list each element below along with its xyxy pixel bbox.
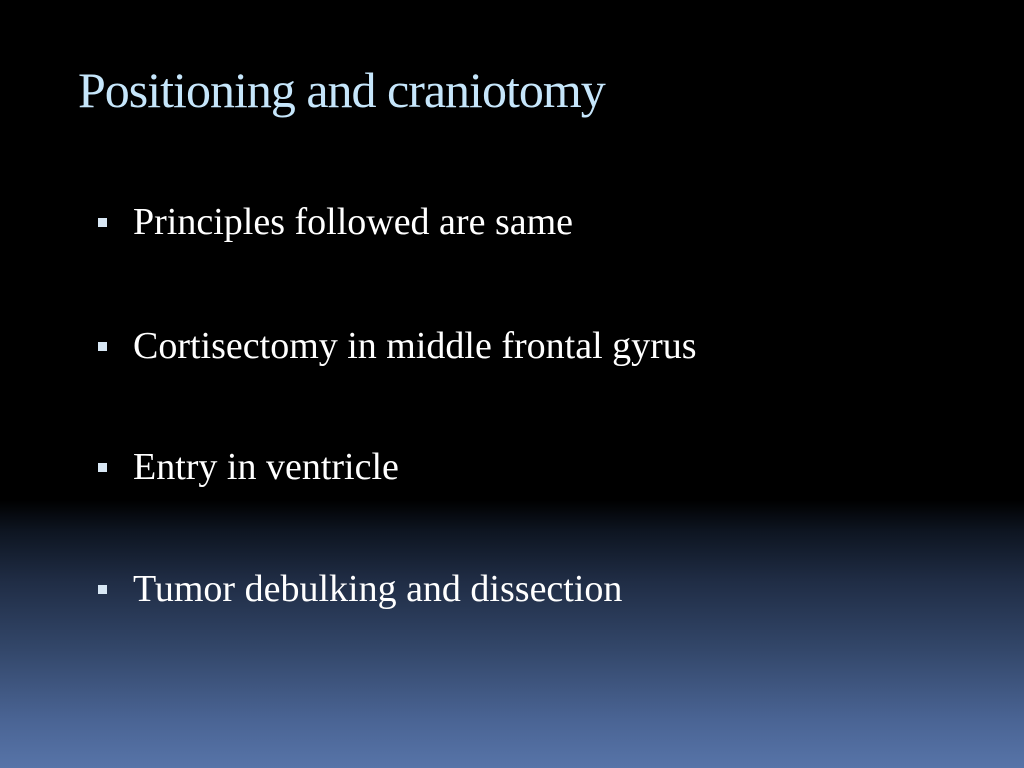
bullet-text: Tumor debulking and dissection <box>133 568 623 610</box>
bullet-text: Entry in ventricle <box>133 446 399 488</box>
square-bullet-icon <box>98 342 107 351</box>
bullet-text: Cortisectomy in middle frontal gyrus <box>133 325 697 367</box>
bullet-item <box>98 197 573 247</box>
square-bullet-icon <box>98 463 107 472</box>
bullet-item <box>98 321 697 371</box>
bullet-item <box>98 564 622 614</box>
square-bullet-icon <box>98 585 107 594</box>
slide-title: Positioning and craniotomy <box>78 62 605 118</box>
bullet-text: Principles followed are same <box>133 201 574 243</box>
square-bullet-icon <box>98 218 107 227</box>
bullet-item <box>98 442 399 492</box>
